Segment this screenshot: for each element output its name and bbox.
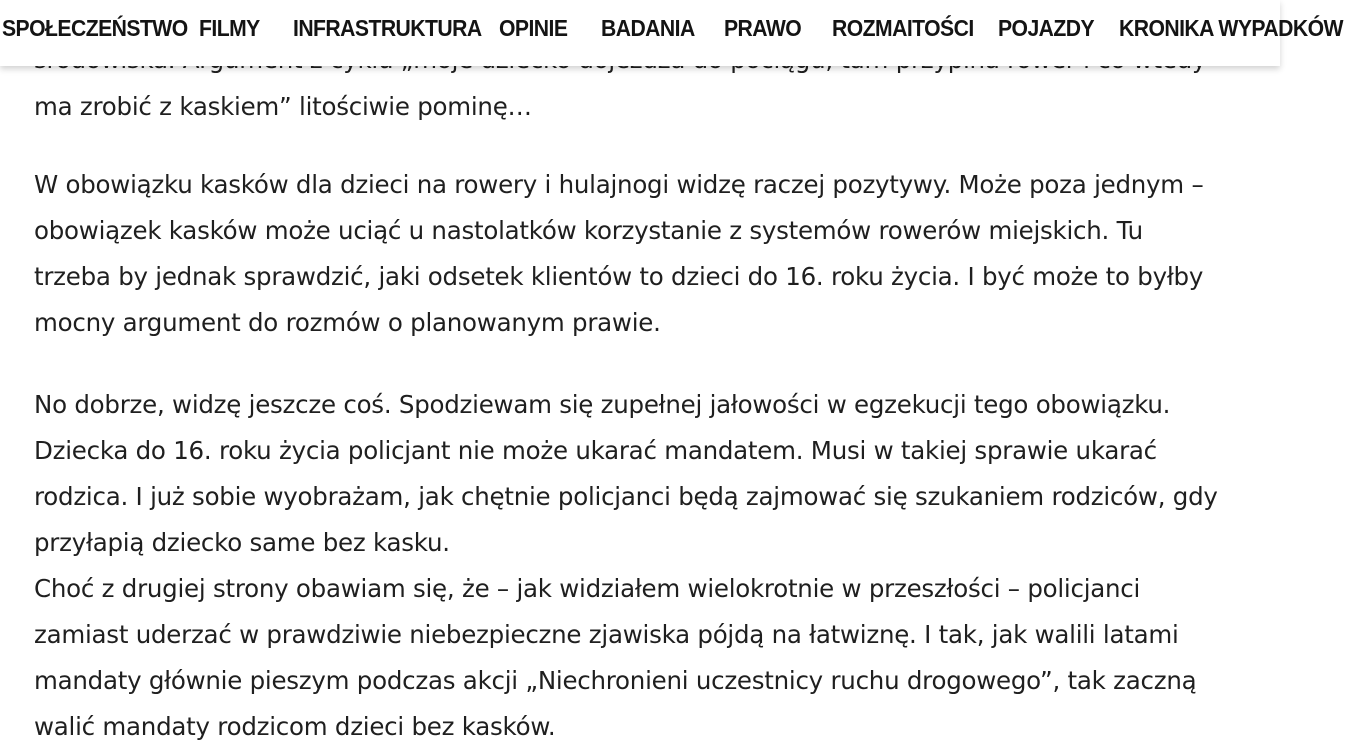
- category-nav-list: [0, 0, 1343, 56]
- paragraph-line: obowiązek kasków może uciąć u nastolatków korzystanie z systemów rowerów miejskich. Tu: [34, 216, 1143, 245]
- paragraph-line: Choć z drugiej strony obawiam się, że – jak widziałem wielokrotnie w przeszłości – policjanci: [34, 574, 1141, 603]
- nav-item-opinie[interactable]: OPINIE: [499, 14, 568, 41]
- paragraph-line: zamiast uderzać w prawdziwie niebezpieczne zjawiska pójdą na łatwiznę. I tak, jak walili latami: [34, 620, 1179, 649]
- paragraph-1: [34, 84, 532, 130]
- paragraph-line: rodzica. I już sobie wyobrażam, jak chętnie policjanci będą zajmować się szukaniem rodziców, gdy: [34, 482, 1218, 511]
- paragraph-4: [34, 566, 1196, 704]
- nav-item-badania[interactable]: BADANIA: [601, 14, 695, 41]
- nav-item-pojazdy[interactable]: POJAZDY: [998, 14, 1095, 41]
- paragraph-2: [34, 162, 1203, 346]
- paragraph-line: przyłapią dziecko same bez kasku.: [34, 528, 450, 557]
- paragraph-line: Dziecka do 16. roku życia policjant nie może ukarać mandatem. Musi w takiej sprawie ukarać: [34, 436, 1157, 465]
- nav-item-infrastruktura[interactable]: INFRASTRUKTURA: [293, 14, 482, 41]
- article-clipped-bottom-line: walić mandaty rodzicom dzieci bez kasków.: [34, 712, 556, 741]
- paragraph-line: No dobrze, widzę jeszcze coś. Spodziewam się zupełnej jałowości w egzekucji tego obowiązku.: [34, 390, 1171, 419]
- nav-item-filmy[interactable]: FILMY: [199, 14, 260, 41]
- paragraph-line: mocny argument do rozmów o planowanym prawie.: [34, 308, 661, 337]
- paragraph-line: ma zrobić z kaskiem” litościwie pominę…: [34, 92, 532, 121]
- paragraph-line: W obowiązku kasków dla dzieci na rowery i hulajnogi widzę raczej pozytywy. Może poza jednym –: [34, 170, 1204, 199]
- nav-item-rozmaitosci[interactable]: ROZMAITOŚCI: [832, 14, 974, 41]
- paragraph-line: trzeba by jednak sprawdzić, jaki odsetek klientów to dzieci do 16. roku życia. I być może to byłby: [34, 262, 1204, 291]
- nav-item-kronika-wypadkow[interactable]: KRONIKA WYPADKÓW: [1119, 14, 1343, 41]
- nav-item-spoleczenstwo[interactable]: SPOŁECZEŃSTWO: [2, 14, 188, 41]
- category-nav: [0, 0, 1343, 66]
- paragraph-line: mandaty głównie pieszym podczas akcji „Niechronieni uczestnicy ruchu drogowego”, tak zaczną: [34, 666, 1197, 695]
- paragraph-3: [34, 382, 1218, 566]
- nav-item-prawo[interactable]: PRAWO: [724, 14, 802, 41]
